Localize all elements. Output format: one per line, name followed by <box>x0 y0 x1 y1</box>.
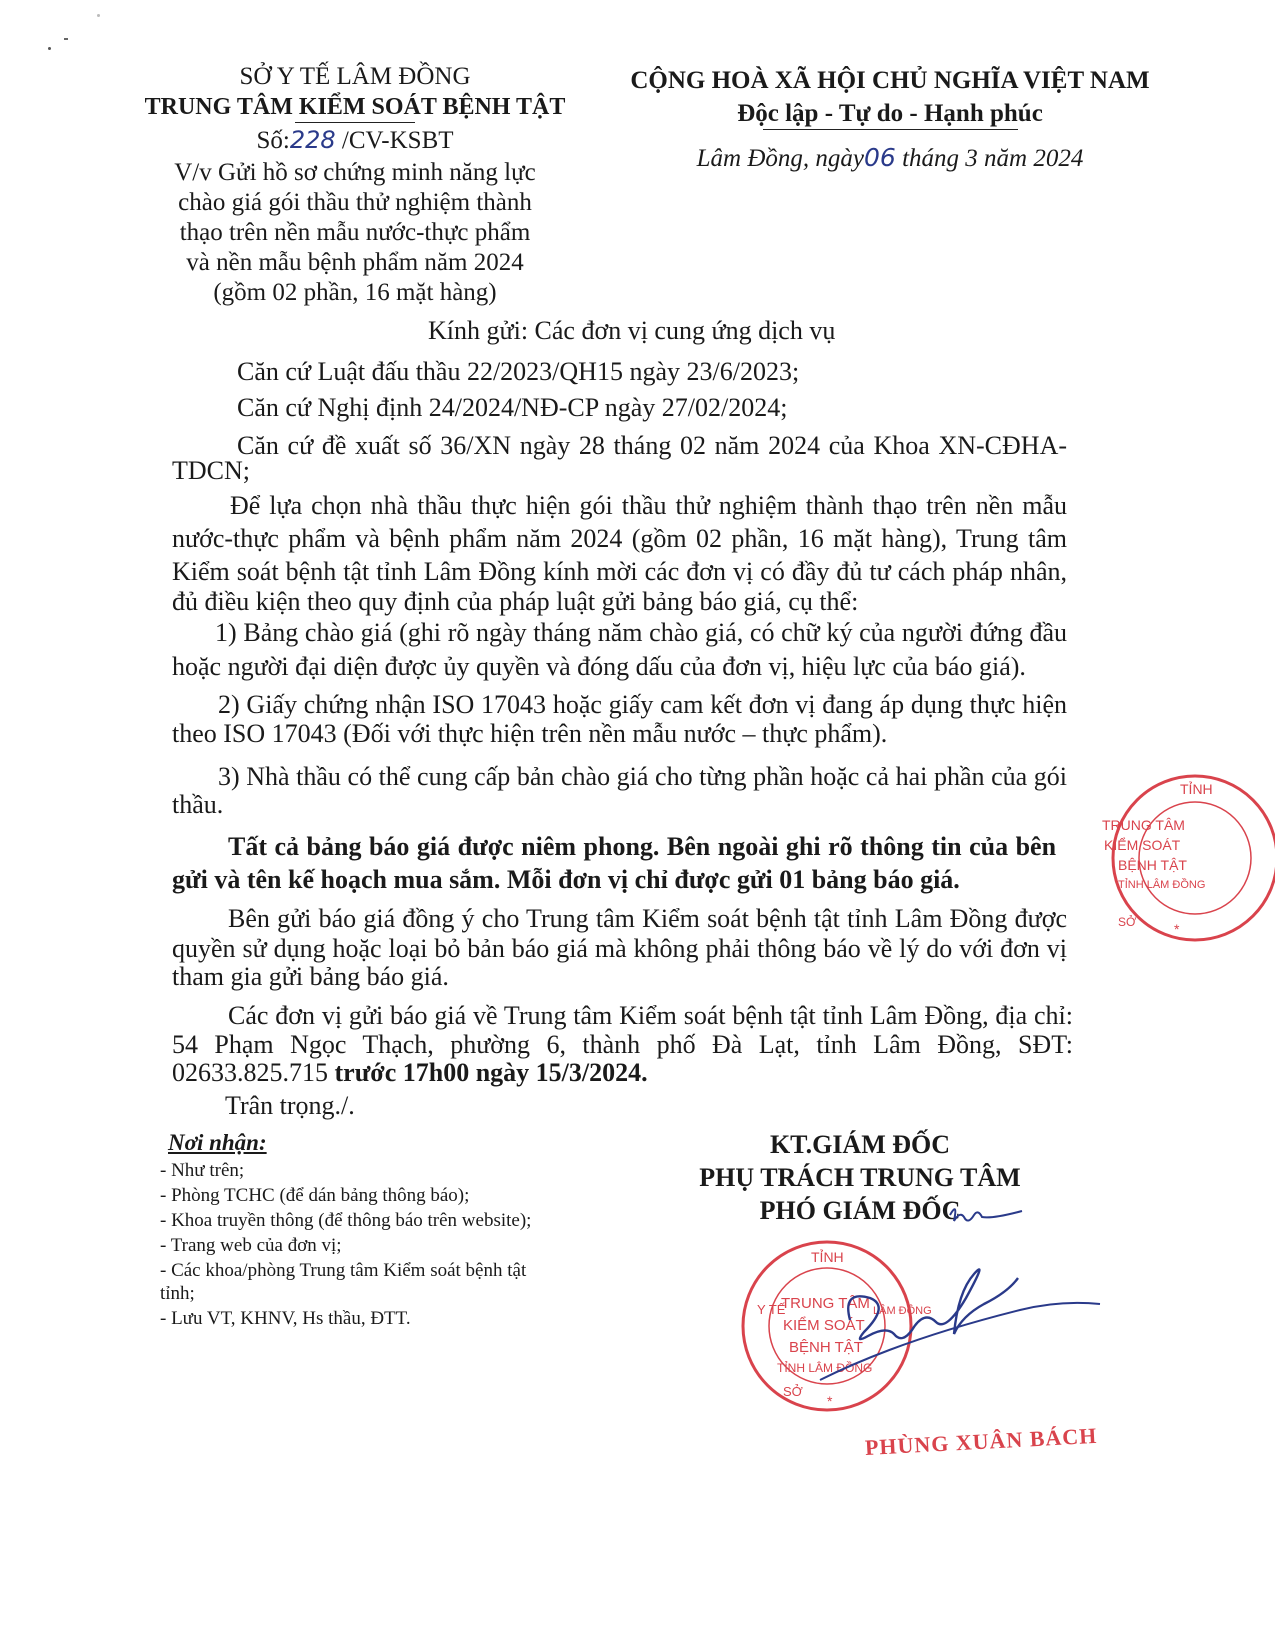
doc-no-suffix: /CV-KSBT <box>341 127 454 154</box>
greeting: Kính gửi: Các đơn vị cung ứng dịch vụ <box>428 316 836 345</box>
rights-line3: tham gia gửi bảng báo giá. <box>172 962 449 991</box>
signer-name-stamp: PHÙNG XUÂN BÁCH <box>864 1422 1098 1460</box>
basis-3-line2: TDCN; <box>172 456 250 485</box>
signature-title-3: PHÓ GIÁM ĐỐC <box>759 1196 961 1225</box>
recipients-title: Nơi nhận: <box>168 1130 267 1155</box>
basis-2: Căn cứ Nghị định 24/2024/NĐ-CP ngày 27/02/2024; <box>237 393 788 422</box>
recipient-item: - Các khoa/phòng Trung tâm Kiểm soát bệnh tật <box>160 1260 527 1281</box>
underline-divider <box>295 122 415 123</box>
seal-text-line3: BỆNH TẬT <box>1118 857 1187 873</box>
recipient-item: - Phòng TCHC (để dán bảng thông báo); <box>160 1185 470 1206</box>
date-line <box>595 143 1185 174</box>
scan-speck <box>48 47 51 50</box>
item-1-line1: 1) Bảng chào giá (ghi rõ ngày tháng năm chào giá, có chữ ký của người đứng đầu <box>215 618 1067 647</box>
recipient-item: tỉnh; <box>160 1283 195 1304</box>
subject-block <box>130 158 580 308</box>
signature-title-2: PHỤ TRÁCH TRUNG TÂM <box>699 1163 1021 1192</box>
subject-line: V/v Gửi hồ sơ chứng minh năng lực <box>174 159 536 186</box>
recipients-block <box>160 1128 610 1333</box>
address-line2: 54 Phạm Ngọc Thạch, phường 6, thành phố Đà Lạt, tỉnh Lâm Đồng, SĐT: <box>172 1030 1073 1059</box>
item-3-line2: thầu. <box>172 790 224 819</box>
rights-line1: Bên gửi báo giá đồng ý cho Trung tâm Kiểm soát bệnh tật tỉnh Lâm Đồng được <box>228 904 1067 933</box>
seal-text-top: TỈNH <box>1180 781 1213 797</box>
invite-line1: Để lựa chọn nhà thầu thực hiện gói thầu thử nghiệm thành thạo trên nền mẫu <box>230 491 1067 520</box>
item-1-line2: hoặc người đại diện được ủy quyền và đóng dấu của đơn vị, hiệu lực của báo giá). <box>172 652 1026 681</box>
org-parent: SỞ Y TẾ LÂM ĐỒNG <box>239 63 471 90</box>
seal-text-left: Y TẾ <box>757 1302 786 1317</box>
doc-no-handwritten: 228 <box>289 126 336 154</box>
date-prefix: Lâm Đồng, ngày <box>696 145 865 172</box>
subject-line: chào giá gói thầu thử nghiệm thành <box>178 189 532 216</box>
seal-notice-line2: gửi và tên kế hoạch mua sắm. Mỗi đơn vị chỉ được gửi 01 bảng báo giá. <box>172 865 960 894</box>
address-line1: Các đơn vị gửi báo giá về Trung tâm Kiểm soát bệnh tật tỉnh Lâm Đồng, địa chỉ: <box>228 1001 1073 1030</box>
handwritten-signature <box>790 1180 1110 1410</box>
official-seal-partial <box>1102 768 1270 948</box>
doc-no-prefix: Số: <box>256 127 290 154</box>
seal-notice-line1: Tất cả bảng báo giá được niêm phong. Bên ngoài ghi rõ thông tin của bên <box>228 832 1057 861</box>
basis-3-line1: Căn cứ đề xuất số 36/XN ngày 28 tháng 02 năm 2024 của Khoa XN-CĐHA- <box>237 431 1067 460</box>
org-name: TRUNG TÂM KIỂM SOÁT BỆNH TẬT <box>144 94 566 120</box>
header-right <box>595 66 1185 174</box>
basis-1: Căn cứ Luật đấu thầu 22/2023/QH15 ngày 23/6/2023; <box>237 357 800 386</box>
seal-star: * <box>1174 921 1180 937</box>
closing: Trân trọng./. <box>225 1091 355 1120</box>
invite-line4: đủ điều kiện theo quy định của pháp luật gửi bảng báo giá, cụ thể: <box>172 587 859 616</box>
seal-text-line2: KIỂM SOÁT <box>783 1317 865 1334</box>
recipient-item: - Như trên; <box>160 1160 245 1181</box>
subject-line: (gồm 02 phần, 16 mặt hàng) <box>213 279 497 306</box>
subject-line: và nền mẫu bệnh phẩm năm 2024 <box>186 249 524 276</box>
invite-line3: Kiểm soát bệnh tật tỉnh Lâm Đồng kính mời các đơn vị có đầy đủ tư cách pháp nhân, <box>172 557 1067 586</box>
subject-line: thạo trên nền mẫu nước-thực phẩm <box>179 219 531 246</box>
item-3-line1: 3) Nhà thầu có thể cung cấp bản chào giá cho từng phần hoặc cả hai phần của gói <box>218 762 1067 791</box>
document-number <box>130 125 580 156</box>
date-suffix: tháng 3 năm 2024 <box>895 145 1084 172</box>
deadline: trước 17h00 ngày 15/3/2024. <box>334 1058 648 1087</box>
rights-line2: quyền sử dụng hoặc loại bỏ bản báo giá mà không phải thông báo về lý do với đơn vị <box>172 934 1067 963</box>
seal-text-line3: BỆNH TẬT <box>789 1339 863 1356</box>
scan-speck <box>97 14 100 17</box>
seal-text-line1: TRUNG TÂM <box>781 1295 870 1312</box>
header-left <box>130 62 580 156</box>
seal-text-top: TỈNH <box>811 1249 844 1265</box>
seal-text-line1: TRUNG TÂM <box>1102 817 1185 833</box>
seal-text-right: LÂM ĐỒNG <box>873 1305 932 1317</box>
item-2-line1: 2) Giấy chứng nhận ISO 17043 hoặc giấy cam kết đơn vị đang áp dụng thực hiện <box>218 690 1067 719</box>
seal-text-line4: TỈNH LÂM ĐỒNG <box>1118 879 1206 891</box>
seal-text-line4: TỈNH LÂM ĐỒNG <box>777 1361 873 1375</box>
phone-number: 02633.825.715 <box>172 1058 335 1087</box>
seal-star: * <box>827 1393 833 1409</box>
seal-text-bottom: SỞ <box>783 1384 803 1399</box>
signature-title-1: KT.GIÁM ĐỐC <box>769 1130 951 1159</box>
scan-speck <box>64 38 68 40</box>
seal-text-bottom: SỞ <box>1118 915 1137 929</box>
recipient-item: - Khoa truyền thông (để thông báo trên website); <box>160 1210 532 1231</box>
item-2-line2: theo ISO 17043 (Đối với thực hiện trên nền mẫu nước – thực phẩm). <box>172 719 888 748</box>
nation-title: CỘNG HOÀ XÃ HỘI CHỦ NGHĨA VIỆT NAM <box>630 67 1150 94</box>
recipient-item: - Lưu VT, KHNV, Hs thầu, ĐTT. <box>160 1308 411 1329</box>
recipient-item: - Trang web của đơn vị; <box>160 1235 342 1256</box>
address-line3 <box>172 1058 648 1088</box>
invite-line2: nước-thực phẩm và bệnh phẩm năm 2024 (gồm 02 phần, 16 mặt hàng), Trung tâm <box>172 524 1067 553</box>
underline-divider <box>763 129 1018 130</box>
seal-text-line2: KIỂM SOÁT <box>1104 837 1181 853</box>
date-day-handwritten: 06 <box>864 143 896 172</box>
motto: Độc lập - Tự do - Hạnh phúc <box>737 100 1043 127</box>
